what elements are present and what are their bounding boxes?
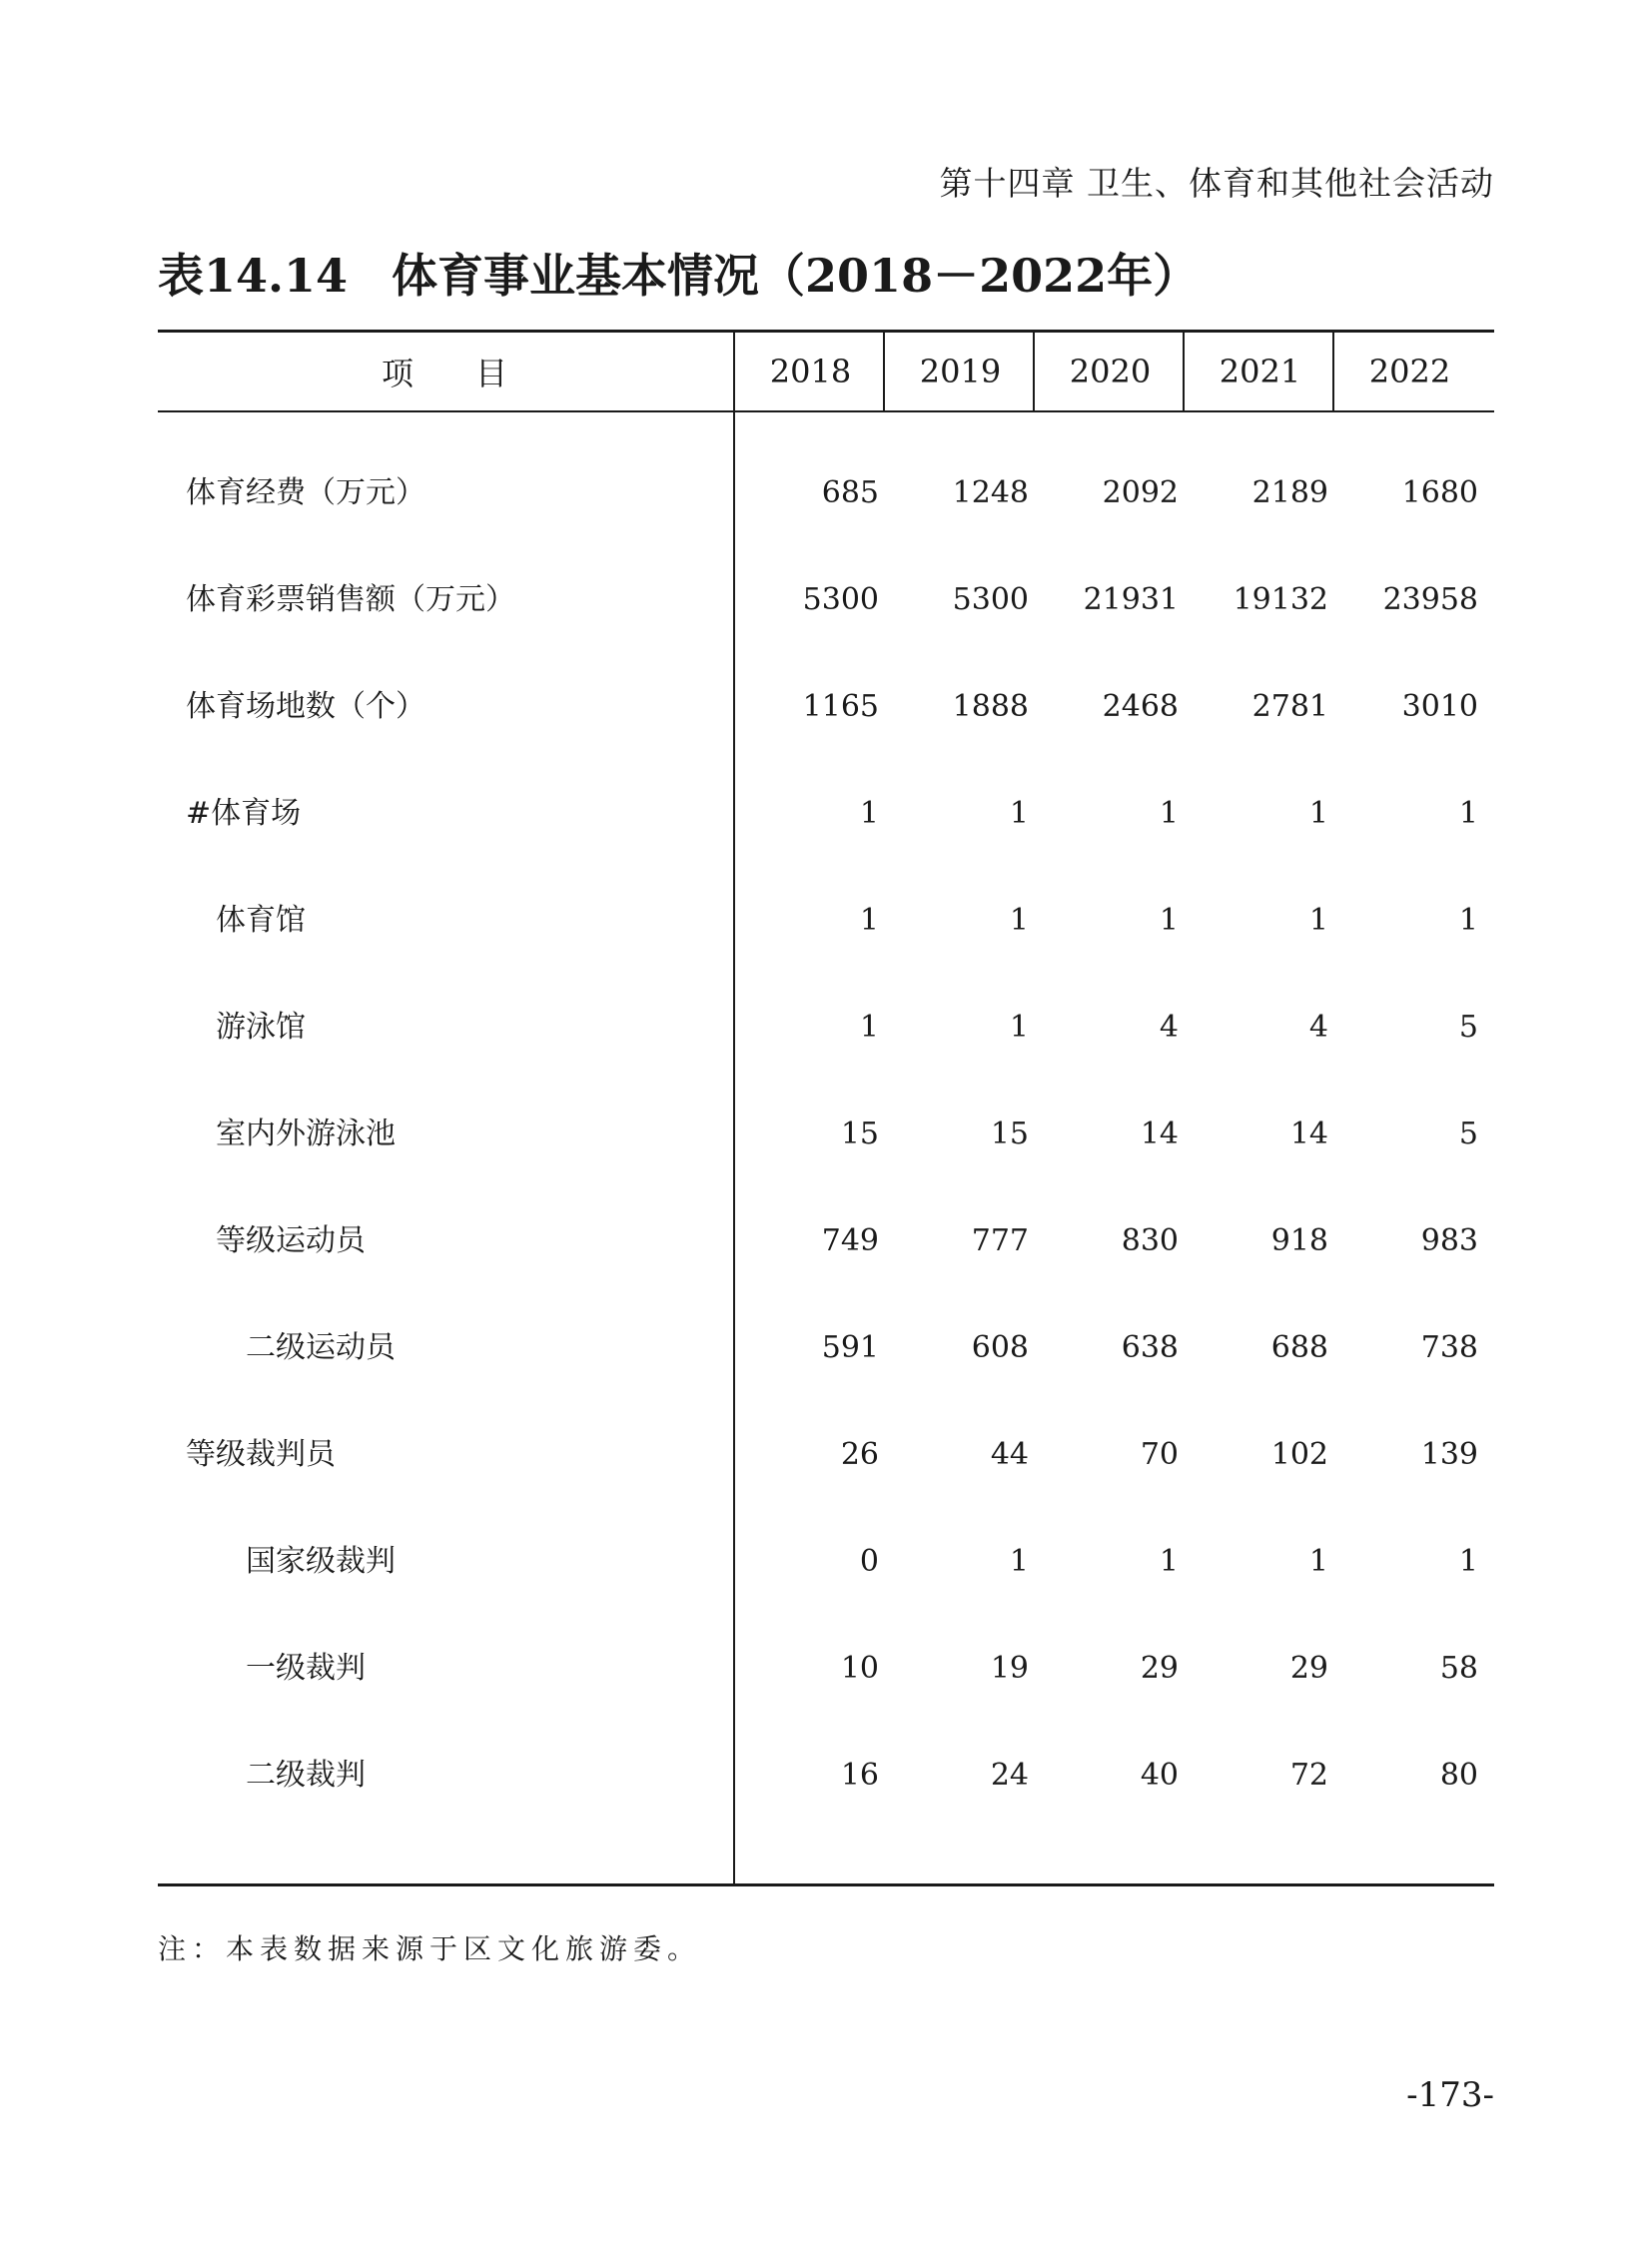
table-cell: 1248 (952, 475, 1029, 510)
table-row (158, 1430, 1494, 1480)
table-note: 注：本表数据来源于区文化旅游委。 (158, 1932, 702, 1965)
table-row (158, 575, 1494, 625)
table-cell: 5 (1458, 1117, 1478, 1151)
table-cell: 21931 (1083, 582, 1179, 617)
table-cell: 1165 (802, 689, 879, 724)
table-cell: 983 (1420, 1223, 1478, 1258)
table-cell: 14 (1289, 1117, 1328, 1151)
table-cell: 4 (1159, 1010, 1179, 1045)
row-label: 体育场地数（个） (186, 689, 425, 724)
row-label: 一级裁判 (246, 1651, 366, 1686)
table-cell: 2189 (1251, 475, 1328, 510)
table-cell: 1 (1009, 903, 1029, 938)
table-cell: 2468 (1102, 689, 1179, 724)
row-label: 二级裁判 (246, 1758, 366, 1793)
table-cell: 1 (1458, 796, 1478, 831)
table-cell: 830 (1121, 1223, 1179, 1258)
table-cell: 1 (1458, 903, 1478, 938)
row-label: 体育经费（万元） (186, 475, 425, 510)
table-cell: 738 (1420, 1330, 1478, 1365)
table-cell: 749 (821, 1223, 879, 1258)
table-cell: 608 (971, 1330, 1029, 1365)
table-title (158, 240, 1199, 306)
table-cell: 1 (1009, 1010, 1029, 1045)
header-year: 2022 (1368, 353, 1451, 390)
table-cell: 5300 (952, 582, 1029, 617)
table-cell: 1 (1458, 1544, 1478, 1579)
table-cell: 638 (1121, 1330, 1179, 1365)
row-label: 国家级裁判 (246, 1544, 396, 1579)
table-cell: 688 (1270, 1330, 1328, 1365)
table-row (158, 789, 1494, 839)
table-cell: 591 (821, 1330, 879, 1365)
table-cell: 15 (840, 1117, 879, 1151)
table-row (158, 1216, 1494, 1266)
chapter-header: 第十四章 卫生、体育和其他社会活动 (939, 164, 1494, 203)
header-year: 2018 (769, 353, 852, 390)
table-cell: 3010 (1401, 689, 1478, 724)
table-cell: 80 (1439, 1758, 1478, 1793)
row-label: 体育馆 (216, 903, 306, 938)
table-cell: 1680 (1401, 475, 1478, 510)
table-cell: 1 (1009, 1544, 1029, 1579)
table-cell: 16 (840, 1758, 879, 1793)
table-cell: 1 (859, 1010, 879, 1045)
table-cell: 685 (821, 475, 879, 510)
table-cell: 5300 (802, 582, 879, 617)
table-cell: 72 (1289, 1758, 1328, 1793)
table-cell: 1 (859, 796, 879, 831)
header-column-divider (1332, 332, 1334, 411)
table-cell: 777 (971, 1223, 1029, 1258)
table-cell: 58 (1439, 1651, 1478, 1686)
table-row (158, 682, 1494, 732)
table-row (158, 1323, 1494, 1373)
table-cell: 19132 (1233, 582, 1328, 617)
table-cell: 1 (1308, 1544, 1328, 1579)
table-cell: 0 (859, 1544, 879, 1579)
table-cell: 1 (1159, 796, 1179, 831)
table-cell: 1 (1308, 796, 1328, 831)
table-cell: 4 (1308, 1010, 1328, 1045)
row-label: 二级运动员 (246, 1330, 396, 1365)
table-cell: 19 (990, 1651, 1029, 1686)
header-year: 2021 (1219, 353, 1301, 390)
table-cell: 44 (990, 1437, 1029, 1472)
table-cell: 1 (1009, 796, 1029, 831)
table-cell: 2781 (1251, 689, 1328, 724)
table-cell: 40 (1140, 1758, 1179, 1793)
header-column-divider (1033, 332, 1035, 411)
table-cell: 26 (840, 1437, 879, 1472)
table-header-rule (158, 410, 1494, 412)
table-row (158, 468, 1494, 518)
table-cell: 14 (1140, 1117, 1179, 1151)
table-cell: 5 (1458, 1010, 1478, 1045)
row-label: 游泳馆 (216, 1010, 306, 1045)
header-year: 2020 (1069, 353, 1152, 390)
table-cell: 70 (1140, 1437, 1179, 1472)
table-row (158, 896, 1494, 946)
table-cell: 102 (1270, 1437, 1328, 1472)
table-row (158, 1110, 1494, 1159)
table-title-text: 体育事业基本情况（2018－2022年） (392, 249, 1200, 303)
table-cell: 24 (990, 1758, 1029, 1793)
table-bottom-rule (158, 1883, 1494, 1886)
table-cell: 29 (1289, 1651, 1328, 1686)
row-label: 等级裁判员 (186, 1437, 336, 1472)
table-row (158, 1537, 1494, 1587)
header-item-char: 目 (475, 355, 510, 392)
header-item-char: 项 (381, 355, 415, 392)
header-year: 2019 (919, 353, 1002, 390)
table-number: 表14.14 (158, 249, 349, 303)
row-label: #体育场 (186, 796, 302, 831)
row-label: 室内外游泳池 (216, 1117, 396, 1151)
table-cell: 2092 (1102, 475, 1179, 510)
table-row (158, 1003, 1494, 1053)
table-row (158, 1751, 1494, 1801)
table-cell: 1 (1308, 903, 1328, 938)
table-cell: 1888 (952, 689, 1029, 724)
row-label: 等级运动员 (216, 1223, 366, 1258)
row-label: 体育彩票销售额（万元） (186, 582, 515, 617)
page-number: -173- (1406, 2075, 1494, 2115)
table-cell: 1 (1159, 903, 1179, 938)
table-cell: 29 (1140, 1651, 1179, 1686)
table-cell: 1 (1159, 1544, 1179, 1579)
header-item (158, 333, 733, 410)
header-column-divider (883, 332, 885, 411)
table-cell: 23958 (1382, 582, 1478, 617)
header-column-divider (1183, 332, 1185, 411)
table-cell: 139 (1420, 1437, 1478, 1472)
table-cell: 10 (840, 1651, 879, 1686)
table-cell: 918 (1270, 1223, 1328, 1258)
table-row (158, 1644, 1494, 1694)
table-cell: 1 (859, 903, 879, 938)
table-cell: 15 (990, 1117, 1029, 1151)
